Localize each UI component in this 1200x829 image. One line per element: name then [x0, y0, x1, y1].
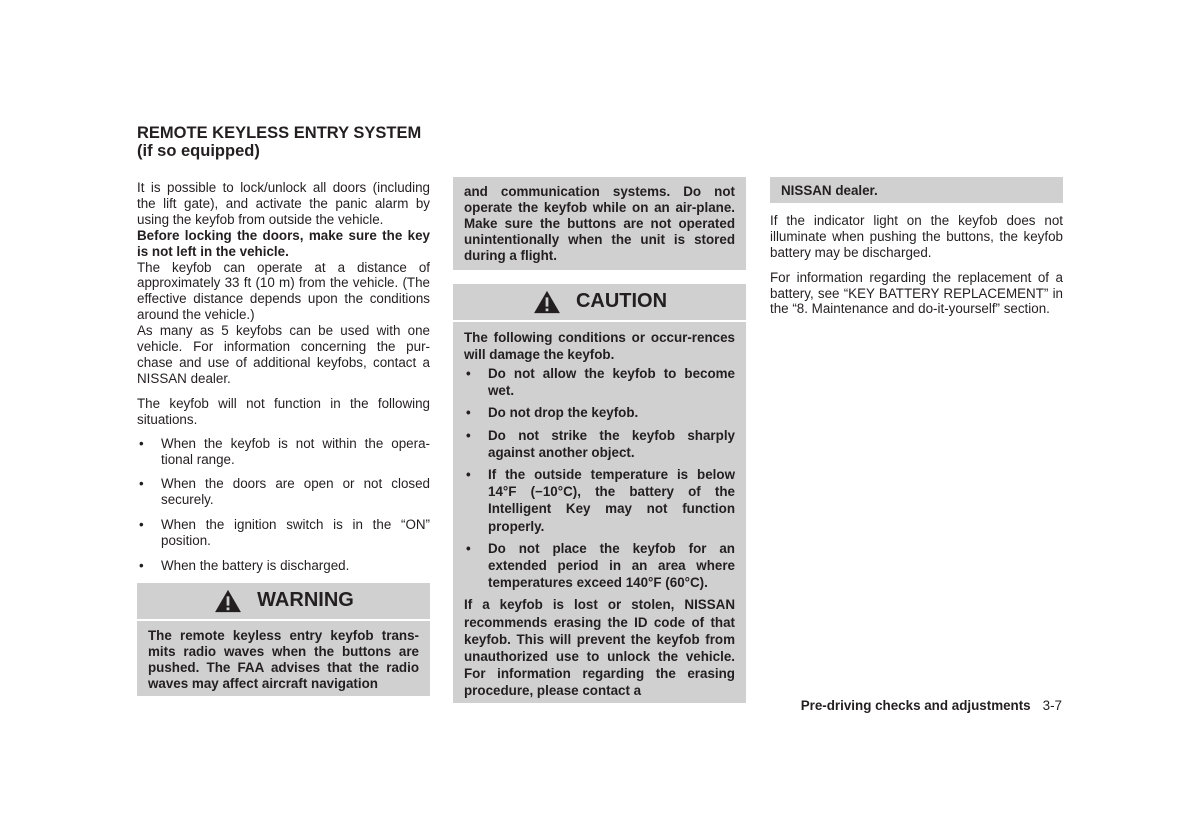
- caution-item: • Do not place the keyfob for an extended period in an area where temperatures exceed 140°F (60°C).: [464, 540, 735, 592]
- caution-triangle-icon: [532, 290, 562, 314]
- column-2: [453, 177, 746, 703]
- caution-item: • Do not drop the keyfob.: [464, 404, 735, 421]
- column-3: [770, 177, 1063, 317]
- caution-item: • If the outside temperature is below 14°F (−10°C), the battery of the Intelligent Key may not function properly.: [464, 466, 735, 535]
- caution-header: [453, 284, 746, 320]
- keyfob-count-paragraph: As many as 5 keyfobs can be used with one vehicle. For information concerning the pur-chase and use of additional keyfobs, contact a NISSAN dealer.: [137, 323, 430, 386]
- page-number: 3-7: [1042, 698, 1062, 713]
- caution-outro: If a keyfob is lost or stolen, NISSAN recommends erasing the ID code of that keyfob. This will prevent the keyfob from unauthorized use to unlock the vehicle. For information regarding the erasing procedure, please contact a: [464, 597, 735, 699]
- list-item: • When the keyfob is not within the opera-tional range.: [137, 436, 430, 468]
- caution-list: [464, 365, 735, 591]
- caution-box: [453, 322, 746, 703]
- section-title: [137, 124, 421, 160]
- page-footer: [801, 698, 1062, 713]
- caution-intro: The following conditions or occur-rences will damage the keyfob.: [464, 329, 735, 362]
- column-1: [137, 180, 430, 696]
- caution-item: • Do not allow the keyfob to become wet.: [464, 365, 735, 399]
- footer-section: Pre-driving checks and adjustments: [800, 698, 1031, 713]
- warning-heading: WARNING: [257, 588, 354, 611]
- not-function-paragraph: The keyfob will not function in the following situations.: [137, 395, 430, 427]
- warning-continued-text: and communication systems. Do not operate the keyfob while on an air-plane. Make sure the buttons are not operated unintentionally when the unit is stored during a flight.: [464, 184, 735, 263]
- caution-continued-text: NISSAN dealer.: [781, 183, 878, 198]
- title-line-1: REMOTE KEYLESS ENTRY SYSTEM: [137, 124, 422, 142]
- warning-box: [137, 621, 430, 696]
- warning-continued-box: [453, 177, 746, 270]
- warning-triangle-icon: [213, 589, 243, 613]
- caution-heading: CAUTION: [575, 289, 668, 312]
- distance-paragraph: The keyfob can operate at a distance of approximately 33 ft (10 m) from the vehicle. (The effective distance depends upon the conditions around the vehicle.): [137, 259, 430, 323]
- battery-paragraph: For information regarding the replacement of a battery, see “KEY BATTERY REPLACEMENT” in the “8. Maintenance and do-it-yourself” section.: [770, 269, 1063, 317]
- caution-item: • Do not strike the keyfob sharply against another object.: [464, 427, 735, 461]
- title-line-2: (if so equipped): [137, 142, 260, 160]
- list-item: • When the ignition switch is in the “ON” position.: [137, 517, 430, 549]
- situations-list: [137, 436, 430, 574]
- caution-continued-box: [770, 177, 1063, 203]
- bold-notice: Before locking the doors, make sure the key is not left in the vehicle.: [137, 227, 430, 259]
- warning-text: The remote keyless entry keyfob trans-mits radio waves when the buttons are pushed. The FAA advises that the radio waves may affect aircraft navigation: [148, 627, 419, 691]
- list-item: • When the battery is discharged.: [137, 558, 430, 574]
- list-item: • When the doors are open or not closed securely.: [137, 476, 430, 508]
- intro-paragraph: It is possible to lock/unlock all doors (including the lift gate), and activate the panic alarm by using the keyfob from outside the vehicle.: [137, 180, 430, 227]
- indicator-paragraph: If the indicator light on the keyfob does not illuminate when pushing the buttons, the keyfob battery may be discharged.: [770, 212, 1063, 260]
- warning-header: [137, 583, 430, 619]
